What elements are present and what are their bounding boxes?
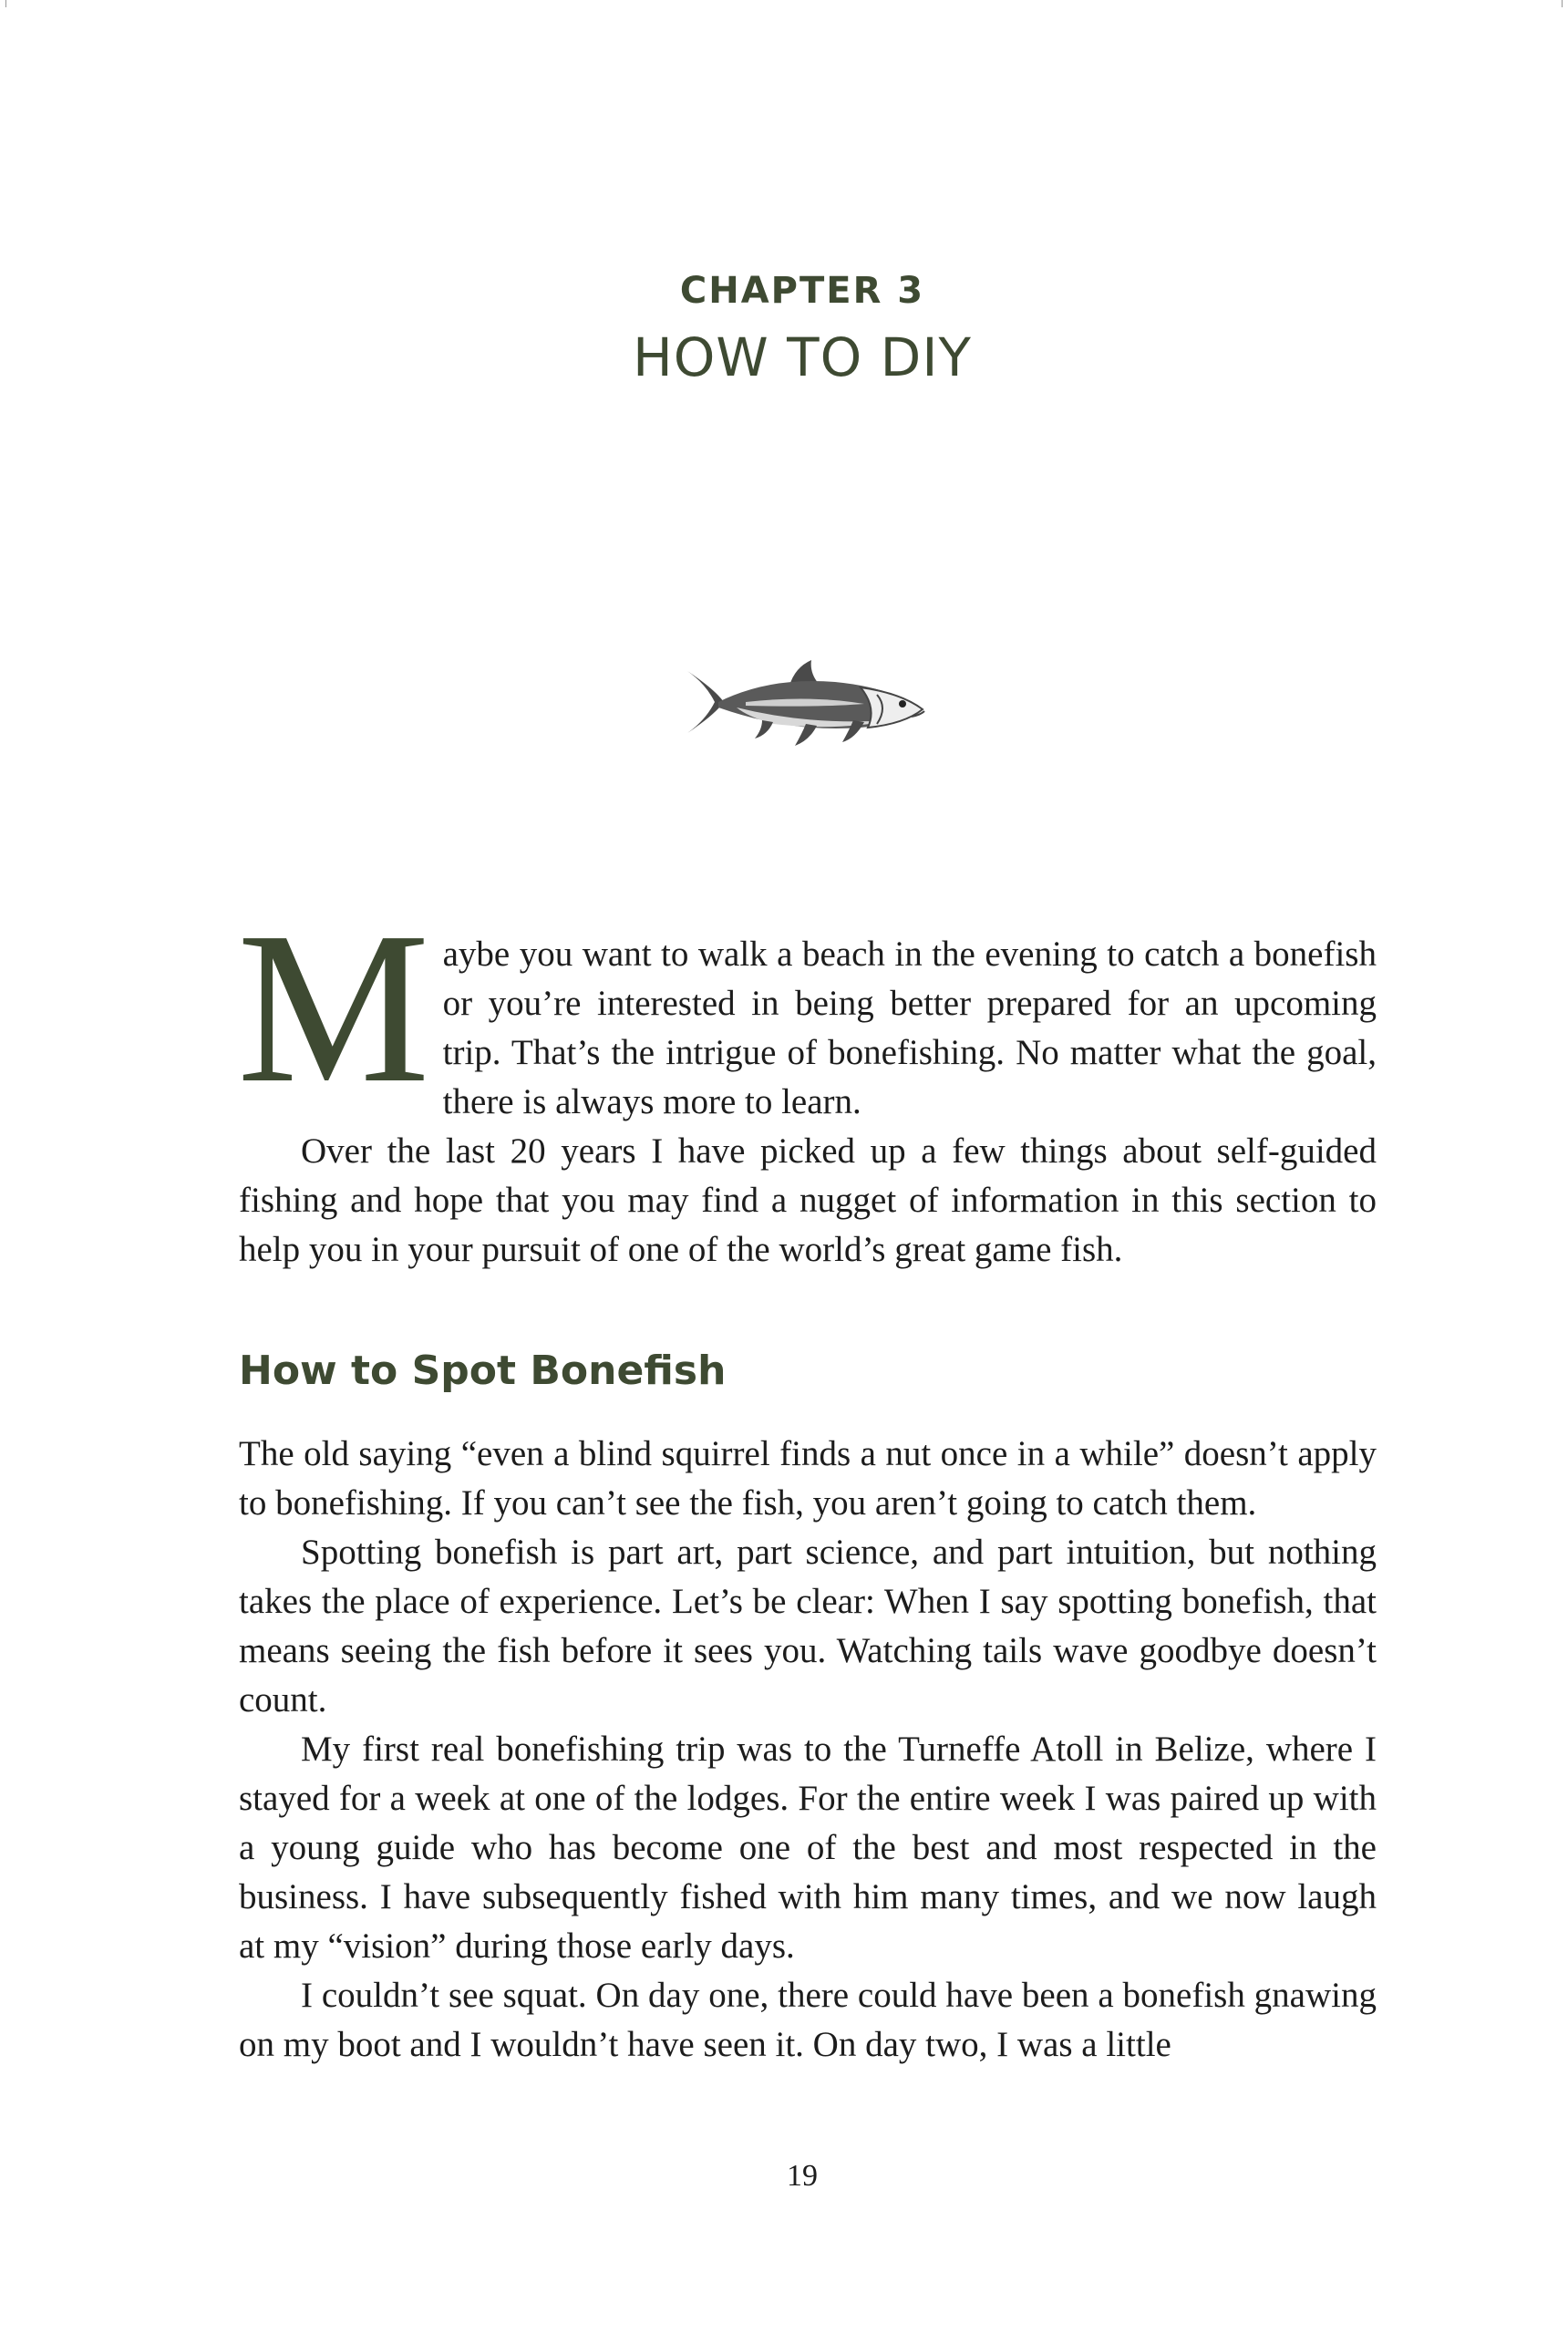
intro-paragraph-2: Over the last 20 years I have picked up a few things about self-guided fishing and hope that you may find a nugget of information in this section to help you in your pursuit of one of the world’s great game fish. (239, 1131, 1377, 1269)
crop-mark-right (1562, 0, 1563, 7)
section-text (239, 1430, 1377, 2070)
intro-paragraph-1 (237, 888, 1377, 1128)
section-paragraph-3: My first real bonefishing trip was to the Turneffe Atoll in Belize, where I stayed for a week at one of the lodges. For the entire week I was paired up with a young guide who has become one of the best and most respected in the business. I have subsequently fished with him many times, and we now laugh at my “vision” during those early days. (239, 1730, 1377, 1966)
crop-mark-left (5, 0, 6, 7)
drop-cap: M (237, 888, 430, 1128)
section-paragraph-1: The old saying “even a blind squirrel finds a nut once in a while” doesn’t apply to bonefishing. If you can’t see the fish, you aren’t going to catch them. (239, 1434, 1377, 1523)
chapter-label: CHAPTER 3 (679, 270, 925, 312)
bonefish-icon (682, 651, 930, 753)
intro-text (237, 888, 1377, 1275)
intro-paragraph-1-text: aybe you want to walk a beach in the evening to catch a bonefish or you’re interested in being better prepared for an upcoming trip. That’s the intrigue of bonefishing. No matter what the goal, there is always more to learn. (442, 935, 1377, 1121)
section-heading: How to Spot Bonefish (239, 1348, 727, 1394)
section-paragraph-2: Spotting bonefish is part art, part science, and part intuition, but nothing takes the place of experience. Let’s be clear: When I say spotting bonefish, that means seeing the fish before it sees you. Watching tails wave goodbye doesn’t count. (239, 1533, 1377, 1720)
page-number: 19 (787, 2159, 818, 2193)
section-paragraph-4: I couldn’t see squat. On day one, there could have been a bonefish gnawing on my boot and I wouldn’t have seen it. On day two, I was a little (239, 1976, 1377, 2064)
chapter-title: HOW TO DIY (633, 326, 972, 388)
